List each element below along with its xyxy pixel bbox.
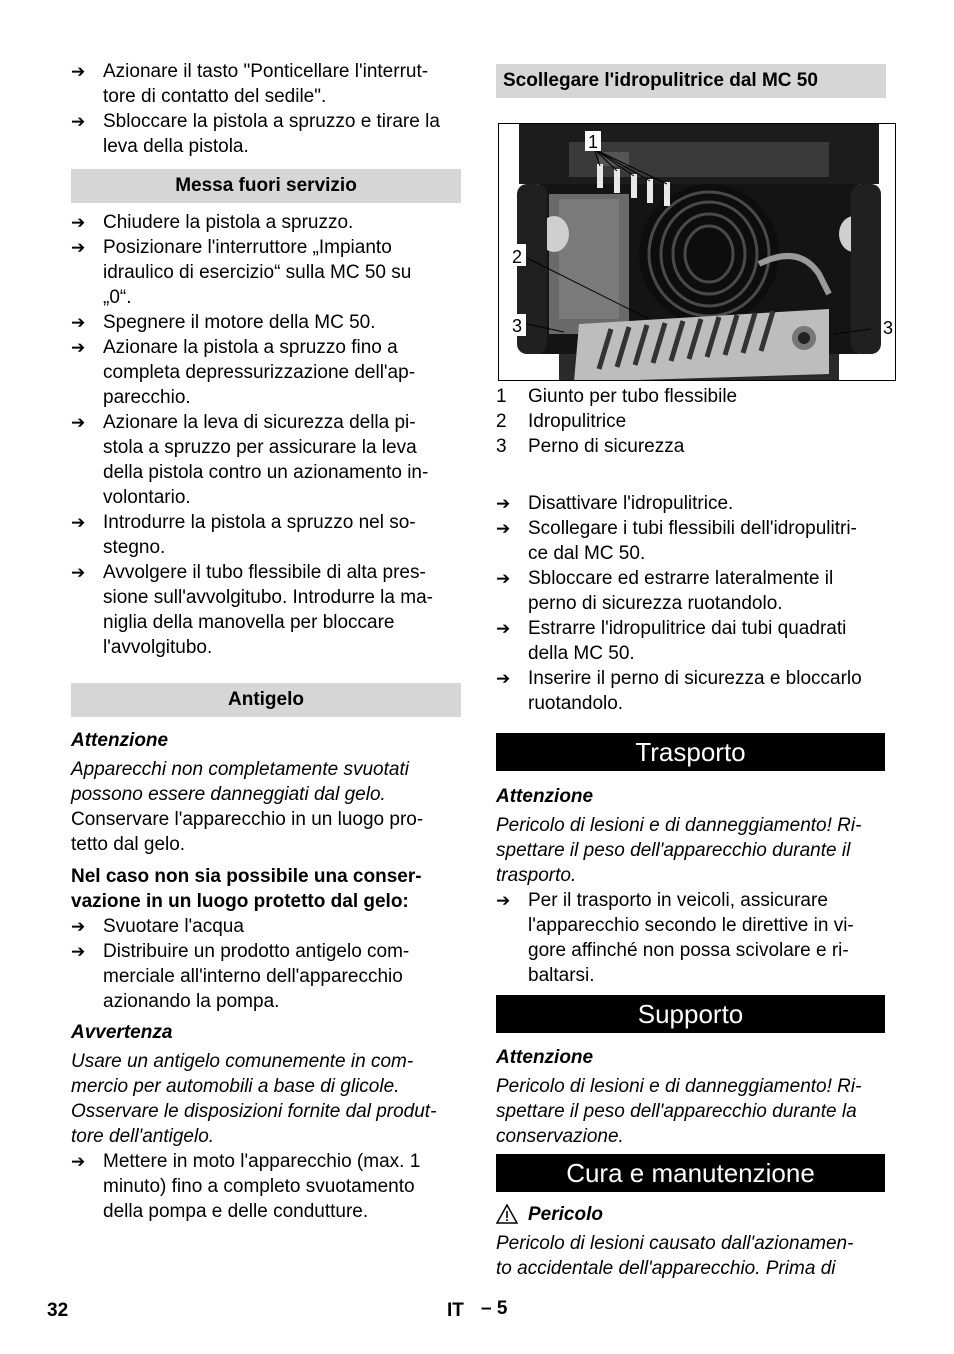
step-text: Azionare la leva di sicurezza della pi- stola a spruzzo per assicurare la leva della pistola contro un azionamento in- volontario. [103,412,429,508]
legend-text: Idropulitrice [528,411,627,432]
warning-label: Avvertenza [71,1022,173,1043]
step-item [71,1149,461,1224]
intro-steps [71,59,461,159]
conserve-text: Conservare l'apparecchio in un luogo pro- tetto dal gelo. [71,809,424,855]
supporto-content [496,1045,886,1149]
step-text: Estrarre l'idropulitrice dai tubi quadrati della MC 50. [528,618,847,664]
callout-2: 2 [511,247,523,267]
arrow-right-icon: ➔ [71,513,86,532]
arrow-right-icon: ➔ [71,942,86,961]
section-heading-antigelo: Antigelo [71,683,461,717]
step-text: Distribuire un prodotto antigelo com- merciale all'interno dell'apparecchio azionando la pompa. [103,941,410,1012]
step-item [71,235,461,310]
step-item [71,510,461,560]
legend-number: 2 [496,411,507,432]
arrow-right-icon: ➔ [71,62,86,81]
arrow-right-icon: ➔ [496,569,511,588]
step-text: Sbloccare la pistola a spruzzo e tirare la leva della pistola. [103,111,440,157]
cura-content [496,1202,886,1281]
trasporto-content [496,784,886,988]
warning-text: Usare un antigelo comunemente in com- mercio per automobili a base di glicole. Osservare le disposizioni fornite dal produt- tore dell'antigelo. [71,1051,437,1147]
step-item [71,109,461,159]
arrow-right-icon: ➔ [496,494,511,513]
step-text: Svuotare l'acqua [103,916,244,937]
trasporto-attention-text: Pericolo di lesioni e di danneggiamento! Ri- spettare il peso dell'apparecchio durante il trasporto. [496,815,862,886]
arrow-right-icon: ➔ [71,563,86,582]
step-item [496,491,886,516]
legend-item [496,434,886,459]
arrow-right-icon: ➔ [496,891,511,910]
arrow-right-icon: ➔ [71,413,86,432]
footer-language: IT [447,1300,464,1321]
attention-text: Apparecchi non completamente svuotati possono essere danneggiati dal gelo. [71,759,409,805]
arrow-right-icon: ➔ [496,619,511,638]
antigelo-content [71,728,461,1224]
legend-number: 3 [496,436,507,457]
step-text: Disattivare l'idropulitrice. [528,493,734,514]
step-item [71,210,461,235]
step-text: Spegnere il motore della MC 50. [103,312,376,333]
scollegare-steps [496,491,886,716]
messa-steps [71,210,461,660]
step-item [71,939,461,1014]
arrow-right-icon: ➔ [71,338,86,357]
arrow-right-icon: ➔ [71,1152,86,1171]
section-heading-trasporto: Trasporto [496,733,885,771]
supporto-attention-label: Attenzione [496,1047,594,1068]
step-text: Chiudere la pistola a spruzzo. [103,212,354,233]
warning-triangle-icon [496,1204,520,1226]
legend-text: Giunto per tubo flessibile [528,386,738,407]
step-text: Mettere in moto l'apparecchio (max. 1 minuto) fino a completo svuotamento della pompa e delle condutture. [103,1151,421,1222]
step-item [71,335,461,410]
frost-bold-text: Nel caso non sia possibile una conser- vazione in un luogo protetto dal gelo: [71,866,422,912]
antigelo-final-steps [71,1149,461,1224]
left-column [71,59,461,159]
figure-legend [496,384,886,459]
supporto-attention-text: Pericolo di lesioni e di danneggiamento! Ri- spettare il peso dell'apparecchio durante la conservazione. [496,1076,862,1147]
callout-1: 1 [587,132,599,152]
step-text: Introdurre la pistola a spruzzo nel so- stegno. [103,512,416,558]
arrow-right-icon: ➔ [71,917,86,936]
legend-item [496,409,886,434]
arrow-right-icon: ➔ [496,669,511,688]
step-item [496,566,886,616]
trasporto-steps [496,888,886,988]
footer-section-page: – 5 [481,1298,508,1319]
step-item [71,914,461,939]
arrow-right-icon: ➔ [71,238,86,257]
callout-3-right: 3 [882,318,894,338]
arrow-right-icon: ➔ [71,112,86,131]
step-item [496,888,886,988]
section-heading-messa: Messa fuori servizio [71,169,461,203]
section-heading-cura: Cura e manutenzione [496,1154,885,1192]
trasporto-attention-label: Attenzione [496,786,594,807]
step-item [71,59,461,109]
legend-text: Perno di sicurezza [528,436,685,457]
step-text: Posizionare l'interruttore „Impianto idraulico di esercizio“ sulla MC 50 su „0“. [103,237,412,308]
section-heading-supporto: Supporto [496,995,885,1033]
section-heading-scollegare: Scollegare l'idropulitrice dal MC 50 [496,64,886,98]
arrow-right-icon: ➔ [496,519,511,538]
step-text: Scollegare i tubi flessibili dell'idropulitri- ce dal MC 50. [528,518,857,564]
step-text: Azionare la pistola a spruzzo fino a completa depressurizzazione dell'ap- parecchio. [103,337,416,408]
arrow-right-icon: ➔ [71,313,86,332]
step-text: Avvolgere il tubo flessibile di alta pres- sione sull'avvolgitubo. Introdurre la ma- niglia della manovella per bloccare l'avvolgitubo. [103,562,433,658]
figure-idropulitrice [498,123,896,381]
antigelo-steps [71,914,461,1014]
arrow-right-icon: ➔ [71,213,86,232]
danger-text: Pericolo di lesioni causato dall'azionamen- to accidentale dell'apparecchio. Prima di [496,1233,854,1279]
danger-label: Pericolo [528,1204,603,1225]
machine-photo [499,124,896,381]
step-item [71,310,461,335]
step-text: Per il trasporto in veicoli, assicurare l'apparecchio secondo le direttive in vi- gore affinché non possa scivolare e ri- baltarsi. [528,890,854,986]
step-item [71,410,461,510]
step-item [496,516,886,566]
step-text: Sbloccare ed estrarre lateralmente il perno di sicurezza ruotandolo. [528,568,834,614]
page-number: 32 [47,1300,69,1321]
step-text: Inserire il perno di sicurezza e bloccarlo ruotandolo. [528,668,862,714]
callout-3-left: 3 [511,316,523,336]
step-item [496,616,886,666]
legend-number: 1 [496,386,507,407]
attention-label: Attenzione [71,730,169,751]
legend-item [496,384,886,409]
step-text: Azionare il tasto "Ponticellare l'interrut- tore di contatto del sedile". [103,61,429,107]
step-item [71,560,461,660]
step-item [496,666,886,716]
